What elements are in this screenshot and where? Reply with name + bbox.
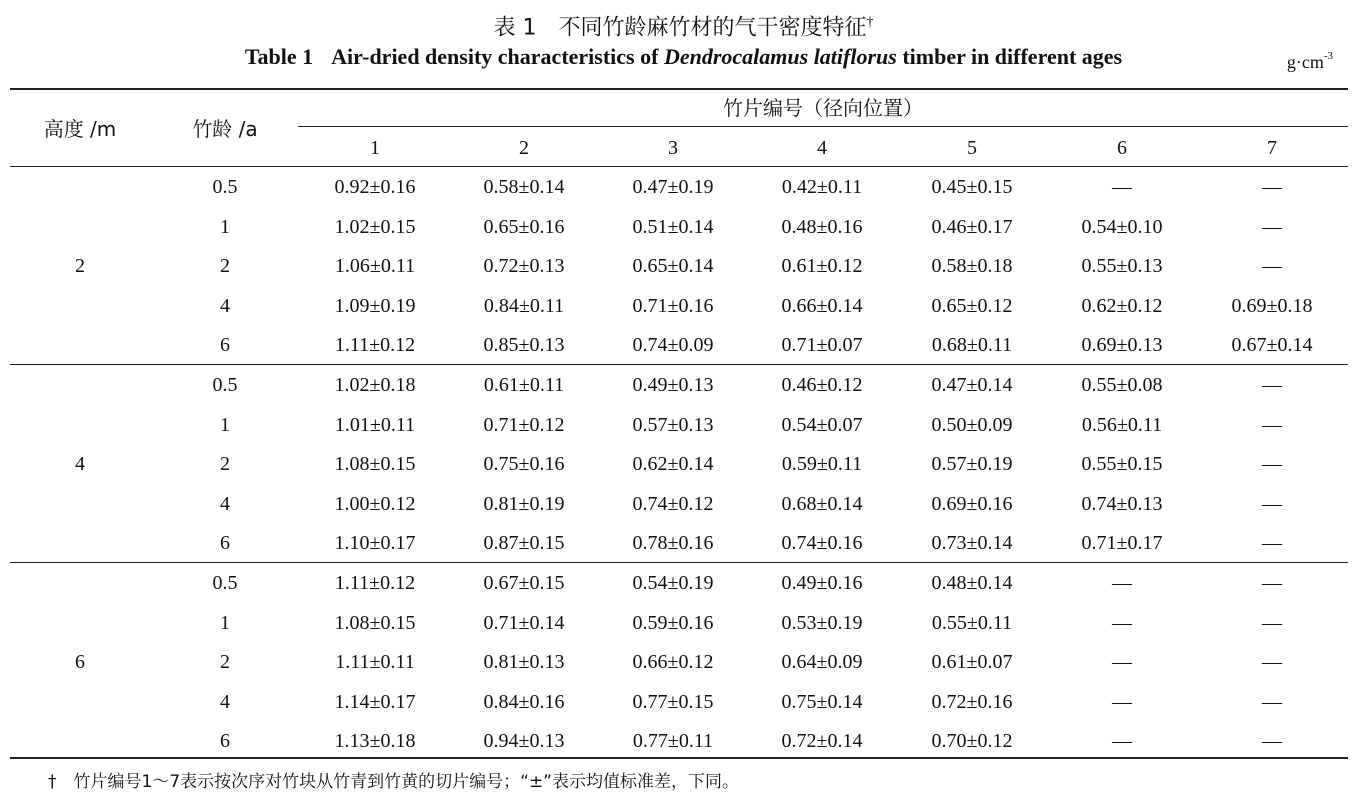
column-header-6: 6 [1117, 137, 1127, 159]
density-cell: 0.67±0.15 [483, 572, 565, 594]
age-cell: 1 [220, 413, 230, 436]
density-cell: 0.65±0.12 [931, 294, 1013, 317]
density-cell: 0.48±0.16 [781, 215, 863, 238]
density-cell: — [1262, 374, 1282, 396]
density-cell: — [1262, 730, 1282, 752]
density-cell: 0.69±0.16 [931, 492, 1013, 515]
age-cell: 1 [220, 611, 230, 634]
density-cell: 0.61±0.12 [781, 255, 863, 277]
table-title-chinese [0, 8, 1367, 43]
density-cell: 0.68±0.11 [931, 334, 1013, 356]
density-cell: 0.65±0.14 [632, 255, 714, 277]
age-cell: 4 [220, 492, 230, 515]
density-cell: 0.77±0.11 [632, 730, 714, 752]
title-en-prefix: Air-dried density characteristics of [331, 44, 664, 69]
density-cell: — [1262, 651, 1282, 673]
age-cell: 0.5 [212, 176, 238, 198]
age-cell: 6 [220, 334, 230, 356]
column-header-7: 7 [1267, 137, 1277, 159]
density-cell: 0.50±0.09 [931, 413, 1013, 436]
density-cell: 0.59±0.16 [632, 611, 714, 634]
density-cell: — [1112, 690, 1132, 713]
density-cell: 0.85±0.13 [483, 334, 565, 356]
density-cell: 0.68±0.14 [781, 492, 863, 515]
header-slice-group: 竹片编号（径向位置） [723, 96, 923, 120]
density-cell: 0.92±0.16 [334, 176, 416, 198]
density-cell: 1.06±0.11 [334, 255, 416, 277]
density-cell: 0.57±0.19 [931, 453, 1013, 475]
density-cell: 0.72±0.16 [931, 690, 1013, 713]
density-cell: 0.87±0.15 [483, 532, 565, 554]
density-cell: 0.66±0.12 [632, 651, 714, 673]
density-cell: 0.45±0.15 [931, 176, 1013, 198]
density-cell: — [1112, 651, 1132, 673]
density-cell: 0.73±0.14 [931, 532, 1013, 554]
height-cell: 4 [75, 453, 85, 475]
age-cell: 2 [220, 651, 230, 673]
density-cell: — [1262, 255, 1282, 277]
density-cell: — [1262, 611, 1282, 634]
density-cell: 0.71±0.14 [483, 611, 565, 634]
density-cell: 1.14±0.17 [334, 690, 416, 713]
density-cell: — [1112, 572, 1132, 594]
density-cell: 1.00±0.12 [334, 492, 416, 515]
density-cell: 0.55±0.15 [1081, 453, 1163, 475]
density-cell: — [1262, 215, 1282, 238]
column-header-4: 4 [817, 137, 827, 159]
table-top-rule [10, 88, 1348, 90]
density-cell: 1.11±0.11 [335, 651, 415, 673]
density-cell: 1.09±0.19 [334, 294, 416, 317]
density-cell: 1.02±0.18 [334, 374, 416, 396]
density-cell: 0.56±0.11 [1081, 413, 1163, 436]
density-cell: 0.74±0.16 [781, 532, 863, 554]
density-cell: 0.69±0.13 [1081, 334, 1163, 356]
density-cell: 0.49±0.16 [781, 572, 863, 594]
density-cell: — [1262, 453, 1282, 475]
height-cell: 2 [75, 255, 85, 277]
density-cell: — [1112, 176, 1132, 198]
density-cell: 0.53±0.19 [781, 611, 863, 634]
density-cell: 1.13±0.18 [334, 730, 416, 752]
density-cell: 0.62±0.14 [632, 453, 714, 475]
density-cell: 0.67±0.14 [1231, 334, 1313, 356]
density-cell: 0.81±0.13 [483, 651, 565, 673]
header-bottom-rule [10, 166, 1348, 167]
density-cell: — [1112, 730, 1132, 752]
density-cell: 1.02±0.15 [334, 215, 416, 238]
density-cell: 0.69±0.18 [1231, 294, 1313, 317]
age-cell: 4 [220, 294, 230, 317]
density-cell: 0.55±0.08 [1081, 374, 1163, 396]
group-divider-rule [10, 364, 1348, 365]
density-cell: 0.74±0.12 [632, 492, 714, 515]
density-cell: 0.72±0.13 [483, 255, 565, 277]
age-cell: 6 [220, 532, 230, 554]
density-cell: 0.46±0.12 [781, 374, 863, 396]
title-cn-text: 表 1 不同竹龄麻竹材的气干密度特征 [493, 15, 867, 41]
density-cell: 0.54±0.19 [632, 572, 714, 594]
density-cell: 0.48±0.14 [931, 572, 1013, 594]
species-name: Dendrocalamus latiflorus [663, 44, 897, 69]
density-cell: 0.84±0.16 [483, 690, 565, 713]
density-cell: 0.70±0.12 [931, 730, 1013, 752]
density-cell: 0.75±0.14 [781, 690, 863, 713]
column-header-3: 3 [668, 137, 678, 159]
age-cell: 2 [220, 255, 230, 277]
density-cell: — [1262, 492, 1282, 515]
density-cell: 0.64±0.09 [781, 651, 863, 673]
density-cell: 0.71±0.07 [781, 334, 863, 356]
density-cell: 0.72±0.14 [781, 730, 863, 752]
table-bottom-rule [10, 757, 1348, 759]
title-dagger-mark: † [866, 15, 874, 30]
density-cell: 0.75±0.16 [483, 453, 565, 475]
density-cell: 0.74±0.09 [632, 334, 714, 356]
age-cell: 1 [220, 215, 230, 238]
density-cell: 0.47±0.19 [632, 176, 714, 198]
density-cell: 0.59±0.11 [781, 453, 863, 475]
age-cell: 0.5 [212, 374, 238, 396]
density-cell: 0.71±0.16 [632, 294, 714, 317]
density-cell: 0.84±0.11 [483, 294, 565, 317]
density-cell: 0.94±0.13 [483, 730, 565, 752]
density-cell: — [1112, 611, 1132, 634]
density-cell: 0.42±0.11 [781, 176, 863, 198]
density-cell: 1.08±0.15 [334, 453, 416, 475]
table-footnote: † 竹片编号1～7表示按次序对竹块从竹青到竹黄的切片编号；“±”表示均值标准差，下同。 [48, 772, 739, 792]
density-cell: 0.54±0.10 [1081, 215, 1163, 238]
density-cell: 0.58±0.18 [931, 255, 1013, 277]
density-cell: 0.61±0.07 [931, 651, 1013, 673]
density-cell: 0.62±0.12 [1081, 294, 1163, 317]
density-cell: 0.51±0.14 [632, 215, 714, 238]
age-cell: 0.5 [212, 572, 238, 594]
density-cell: — [1262, 690, 1282, 713]
density-cell: 0.49±0.13 [632, 374, 714, 396]
age-cell: 6 [220, 730, 230, 752]
density-cell: 0.77±0.15 [632, 690, 714, 713]
density-cell: 1.10±0.17 [334, 532, 416, 554]
density-cell: 1.08±0.15 [334, 611, 416, 634]
density-cell: 0.65±0.16 [483, 215, 565, 238]
height-cell: 6 [75, 651, 85, 673]
density-cell: 0.71±0.17 [1081, 532, 1163, 554]
table-title-english [0, 42, 1367, 72]
header-height: 高度 /m [43, 117, 117, 141]
density-cell: 1.11±0.12 [334, 572, 416, 594]
density-cell: 0.66±0.14 [781, 294, 863, 317]
header-age: 竹龄 /a [192, 117, 258, 141]
density-cell: 1.01±0.11 [334, 413, 416, 436]
density-cell: 1.11±0.12 [334, 334, 416, 356]
density-cell: — [1262, 413, 1282, 436]
density-cell: 0.81±0.19 [483, 492, 565, 515]
density-cell: 0.46±0.17 [931, 215, 1013, 238]
unit-exponent: -3 [1323, 50, 1333, 62]
unit-label [1287, 46, 1333, 74]
density-cell: 0.47±0.14 [931, 374, 1013, 396]
density-cell: 0.61±0.11 [483, 374, 565, 396]
density-cell: 0.55±0.13 [1081, 255, 1163, 277]
density-cell: 0.74±0.13 [1081, 492, 1163, 515]
age-cell: 2 [220, 453, 230, 475]
density-cell: 0.58±0.14 [483, 176, 565, 198]
density-cell: — [1262, 572, 1282, 594]
column-group-rule [298, 126, 1348, 127]
table-number-label: Table 1 [244, 44, 314, 69]
density-cell: 0.54±0.07 [781, 413, 863, 436]
column-header-5: 5 [967, 137, 977, 159]
age-cell: 4 [220, 690, 230, 713]
density-cell: 0.78±0.16 [632, 532, 714, 554]
density-cell: 0.55±0.11 [931, 611, 1013, 634]
unit-base: g·cm [1286, 52, 1324, 72]
density-cell: 0.71±0.12 [483, 413, 565, 436]
title-en-suffix: timber in different ages [896, 44, 1123, 69]
group-divider-rule [10, 562, 1348, 563]
density-cell: — [1262, 176, 1282, 198]
density-cell: — [1262, 532, 1282, 554]
column-header-2: 2 [519, 137, 529, 159]
column-header-1: 1 [370, 137, 380, 159]
density-cell: 0.57±0.13 [632, 413, 714, 436]
